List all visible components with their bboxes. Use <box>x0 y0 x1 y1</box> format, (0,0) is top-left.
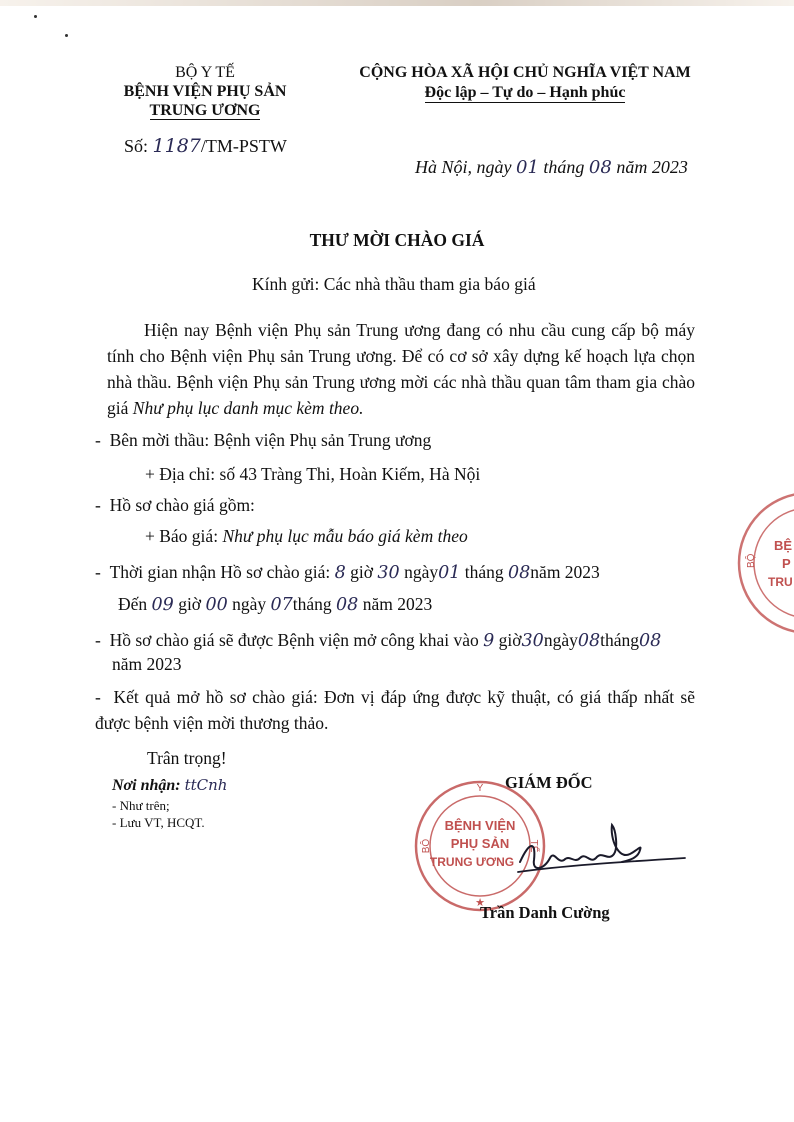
signer-name-text: Trần Danh Cường <box>480 903 610 922</box>
closing <box>147 748 227 769</box>
document-title <box>0 230 794 251</box>
date-prefix: Hà Nội, ngày <box>415 157 512 177</box>
receivers-line2: - Lưu VT, HCQT. <box>112 815 205 830</box>
until-day-handwritten: 07 <box>270 595 293 615</box>
open-gio: giờ <box>498 630 522 650</box>
intro-paragraph <box>107 317 695 421</box>
receive-year: năm 2023 <box>530 562 600 582</box>
item-docs <box>95 495 255 516</box>
until-hour-handwritten: 09 <box>151 595 174 615</box>
seal-right: TẾ <box>528 839 539 853</box>
open-prefix: Hồ sơ chào giá sẽ được Bệnh viện mở công khai vào <box>109 630 479 650</box>
receive-min-handwritten: 30 <box>377 563 400 583</box>
seal-line2: PHỤ SẢN <box>450 836 510 851</box>
ministry-text: BỘ Y TẾ <box>175 64 235 81</box>
signer-name <box>480 903 610 923</box>
edge-seal <box>734 488 794 638</box>
quote-prefix: + Báo giá: <box>145 526 219 546</box>
item-inviter <box>95 430 431 451</box>
seal-top: Y <box>476 783 484 794</box>
inviter-text: Bên mời thầu: Bệnh viện Phụ sản Trung ương <box>109 430 432 450</box>
receive-prefix: Thời gian nhận Hồ sơ chào giá: <box>109 562 331 582</box>
hospital-name-line1: BỆNH VIỆN PHỤ SẢN <box>123 83 287 100</box>
item-open-year <box>112 654 182 675</box>
motto-text: Độc lập – Tự do – Hạnh phúc <box>424 84 626 101</box>
doc-no-prefix: Số: <box>124 136 149 156</box>
receivers-initials-handwritten: ttCnh <box>184 776 228 794</box>
seal-star-icon: ★ <box>475 897 485 909</box>
result-text: Kết quả mở hồ sơ chào giá: Đơn vị đáp ứng được kỹ thuật, có giá thấp nhất sẽ được bệnh viện mời thương thảo. <box>95 687 695 733</box>
place-date <box>415 157 688 178</box>
until-gio: giờ <box>178 594 202 614</box>
doc-no-handwritten: 1187 <box>152 135 201 157</box>
bullet: - <box>95 630 110 650</box>
document-number <box>124 135 287 157</box>
edge-seal-left: BỘ <box>746 553 757 568</box>
docs-text: Hồ sơ chào giá gồm: <box>109 495 255 515</box>
intro-text: Hiện nay Bệnh viện Phụ sản Trung ương đang có nhu cầu cung cấp bộ máy tính cho Bệnh viện Phụ sản Trung ương. Để có cơ sở xây dựng kế hoạch lựa chọn nhà thầu. Bệnh viện Phụ sản Trung ương mời các nhà thầu quan tâm tham gia chào giá <box>107 320 695 418</box>
intro-italic: Như phụ lục danh mục kèm theo. <box>132 398 364 418</box>
item-quote <box>145 526 468 547</box>
receivers-label: Nơi nhận: <box>112 777 181 794</box>
bullet: - <box>95 430 110 450</box>
until-year: năm 2023 <box>362 594 433 614</box>
recipient-text: Kính gửi: Các nhà thầu tham gia báo giá <box>252 274 536 294</box>
until-ngay: ngày <box>232 594 267 614</box>
open-min-handwritten: 30 <box>521 631 544 651</box>
bullet: - <box>95 687 114 707</box>
ministry-name <box>120 64 290 82</box>
until-prefix: Đến <box>118 594 148 614</box>
receive-gio: giờ <box>350 562 374 582</box>
open-hour-handwritten: 9 <box>483 631 495 651</box>
receivers-block <box>112 776 227 831</box>
until-thang: tháng <box>292 594 332 614</box>
closing-text: Trân trọng! <box>147 748 227 768</box>
edge-seal-line2: P <box>782 556 791 571</box>
item-until-time <box>118 594 432 616</box>
open-thang: tháng <box>600 630 640 650</box>
receivers-line1: - Như trên; <box>112 798 170 813</box>
bullet: - <box>95 562 110 582</box>
until-month-handwritten: 08 <box>336 595 359 615</box>
scan-speck <box>65 34 68 37</box>
scan-speck <box>34 15 37 18</box>
date-year: năm 2023 <box>616 157 688 177</box>
hospital-name <box>100 82 310 120</box>
until-min-handwritten: 00 <box>205 595 228 615</box>
title-text: THƯ MỜI CHÀO GIÁ <box>309 230 485 250</box>
open-month-handwritten: 08 <box>639 631 662 651</box>
receive-ngay: ngày <box>404 562 439 582</box>
item-open-time <box>95 630 661 652</box>
receive-day-handwritten: 01 <box>438 563 461 583</box>
republic-text: CỘNG HÒA XÃ HỘI CHỦ NGHĨA VIỆT NAM <box>359 64 691 81</box>
signer-position-text: GIÁM ĐỐC <box>505 773 593 792</box>
hospital-name-line2: TRUNG ƯƠNG <box>149 102 261 119</box>
seal-line3: TRUNG ƯƠNG <box>429 855 515 869</box>
quote-italic: Như phụ lục mẫu báo giá kèm theo <box>222 526 468 546</box>
signature-scribble <box>500 820 700 890</box>
date-month-label: tháng <box>543 157 585 177</box>
open-day-handwritten: 08 <box>577 631 601 651</box>
edge-seal-line3: TRU <box>768 575 793 589</box>
seal-line1: BỆNH VIỆN <box>444 818 516 833</box>
open-ngay: ngày <box>543 630 578 650</box>
recipient-line <box>252 274 536 295</box>
item-address <box>145 464 480 485</box>
republic-name <box>340 64 710 82</box>
date-month-handwritten: 08 <box>588 157 612 178</box>
receive-hour-handwritten: 8 <box>334 563 346 583</box>
item-receive-time <box>95 562 600 584</box>
receive-thang: tháng <box>464 562 504 582</box>
open-year: năm 2023 <box>112 654 182 674</box>
receive-month-handwritten: 08 <box>508 563 531 583</box>
seal-left: BỘ <box>421 838 432 854</box>
doc-no-suffix: /TM-PSTW <box>200 136 287 156</box>
motto <box>340 84 710 103</box>
item-result <box>95 684 695 736</box>
address-text: + Địa chỉ: số 43 Tràng Thi, Hoàn Kiếm, Hà Nội <box>145 464 481 484</box>
scan-edge <box>0 0 794 6</box>
edge-seal-line1: BỆ <box>774 538 793 553</box>
date-day-handwritten: 01 <box>516 157 539 178</box>
bullet: - <box>95 495 110 515</box>
